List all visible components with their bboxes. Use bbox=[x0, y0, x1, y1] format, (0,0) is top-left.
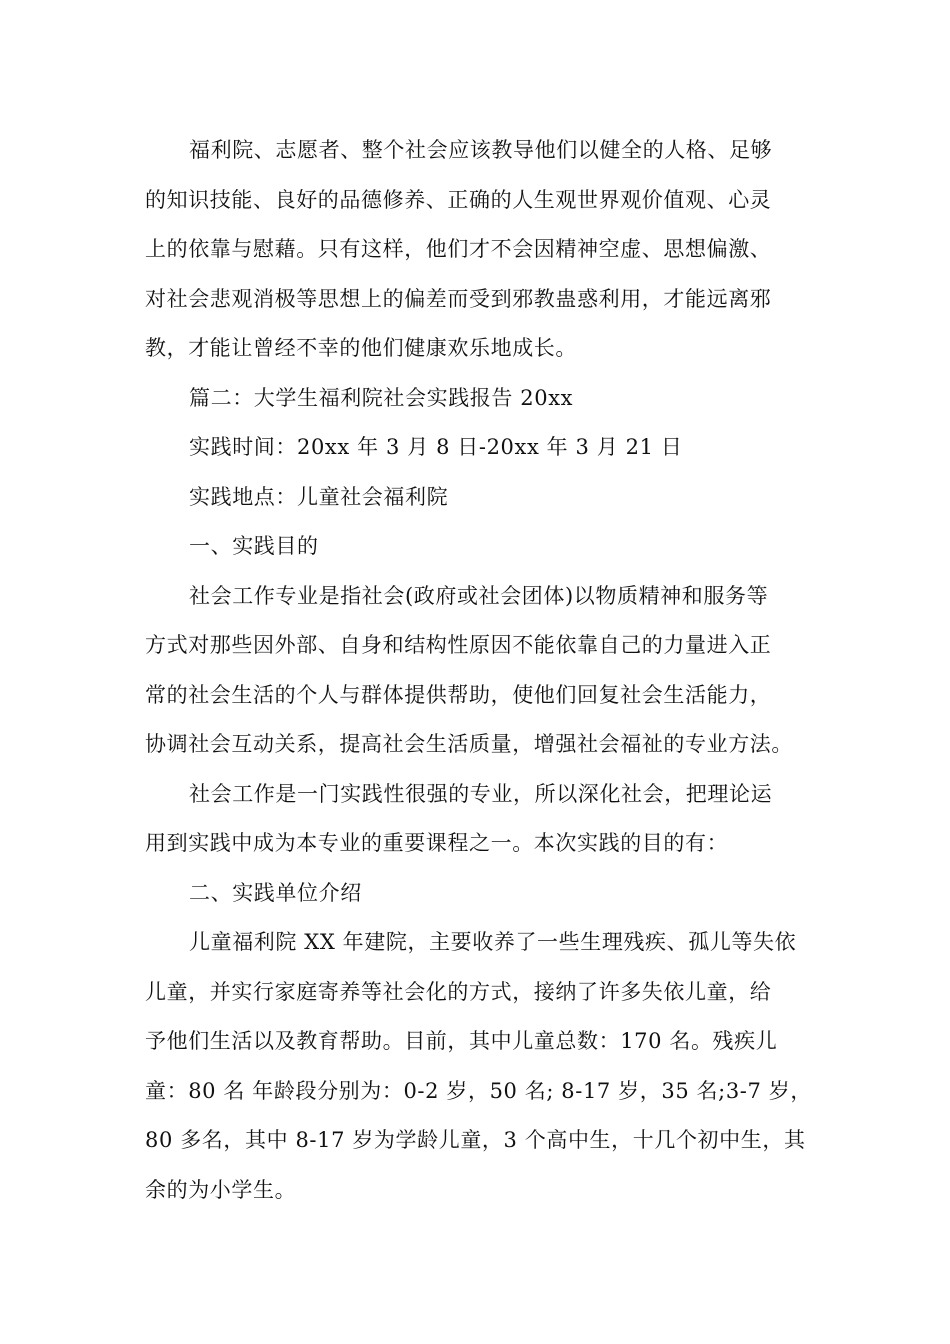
paragraph-line: 的知识技能、良好的品德修养、正确的人生观世界观价值观、心灵 bbox=[145, 187, 772, 212]
paragraph-line: 余的为小学生。 bbox=[145, 1177, 297, 1202]
paragraph-line: 予他们生活以及教育帮助。目前，其中儿童总数：170 名。残疾儿 bbox=[145, 1029, 778, 1053]
paragraph-line: 福利院、志愿者、整个社会应该教导他们以健全的人格、足够 bbox=[189, 138, 773, 162]
heading-practice-purpose: 一、实践目的 bbox=[189, 534, 319, 558]
paragraph-line: 社会工作是一门实践性很强的专业，所以深化社会，把理论运 bbox=[189, 781, 773, 806]
paragraph-line: 协调社会互动关系，提高社会生活质量，增强社会福祉的专业方法。 bbox=[145, 732, 793, 756]
paragraph-line: 对社会悲观消极等思想上的偏差而受到邪教蛊惑利用，才能远离邪 bbox=[145, 286, 772, 311]
paragraph-line: 常的社会生活的个人与群体提供帮助，使他们回复社会生活能力， bbox=[145, 682, 772, 707]
paragraph-line: 80 多名，其中 8-17 岁为学龄儿童，3 个高中生，十几个初中生，其 bbox=[145, 1128, 806, 1152]
heading-unit-introduction: 二、实践单位介绍 bbox=[189, 880, 362, 905]
paragraph-line: 方式对那些因外部、自身和结构性原因不能依靠自己的力量进入正 bbox=[145, 633, 772, 657]
practice-time: 实践时间：20xx 年 3 月 8 日-20xx 年 3 月 21 日 bbox=[189, 435, 683, 459]
paragraph-line: 童：80 名 年龄段分别为：0-2 岁，50 名; 8-17 岁，35 名;3-7 岁， bbox=[145, 1078, 812, 1103]
section-title: 篇二：大学生福利院社会实践报告 20xx bbox=[189, 385, 574, 410]
paragraph-line: 儿童福利院 XX 年建院，主要收养了一些生理残疾、孤儿等失依 bbox=[189, 930, 797, 954]
paragraph-line: 教，才能让曾经不幸的他们健康欢乐地成长。 bbox=[145, 336, 577, 360]
paragraph-line: 儿童，并实行家庭寄养等社会化的方式，接纳了许多失依儿童，给 bbox=[145, 979, 772, 1004]
paragraph-line: 社会工作专业是指社会(政府或社会团体)以物质精神和服务等 bbox=[189, 583, 769, 608]
practice-location: 实践地点：儿童社会福利院 bbox=[189, 484, 449, 509]
paragraph-line: 用到实践中成为本专业的重要课程之一。本次实践的目的有： bbox=[145, 831, 729, 855]
document-body bbox=[145, 126, 820, 1215]
paragraph-line: 上的依靠与慰藉。只有这样，他们才不会因精神空虚、思想偏激、 bbox=[145, 237, 772, 261]
